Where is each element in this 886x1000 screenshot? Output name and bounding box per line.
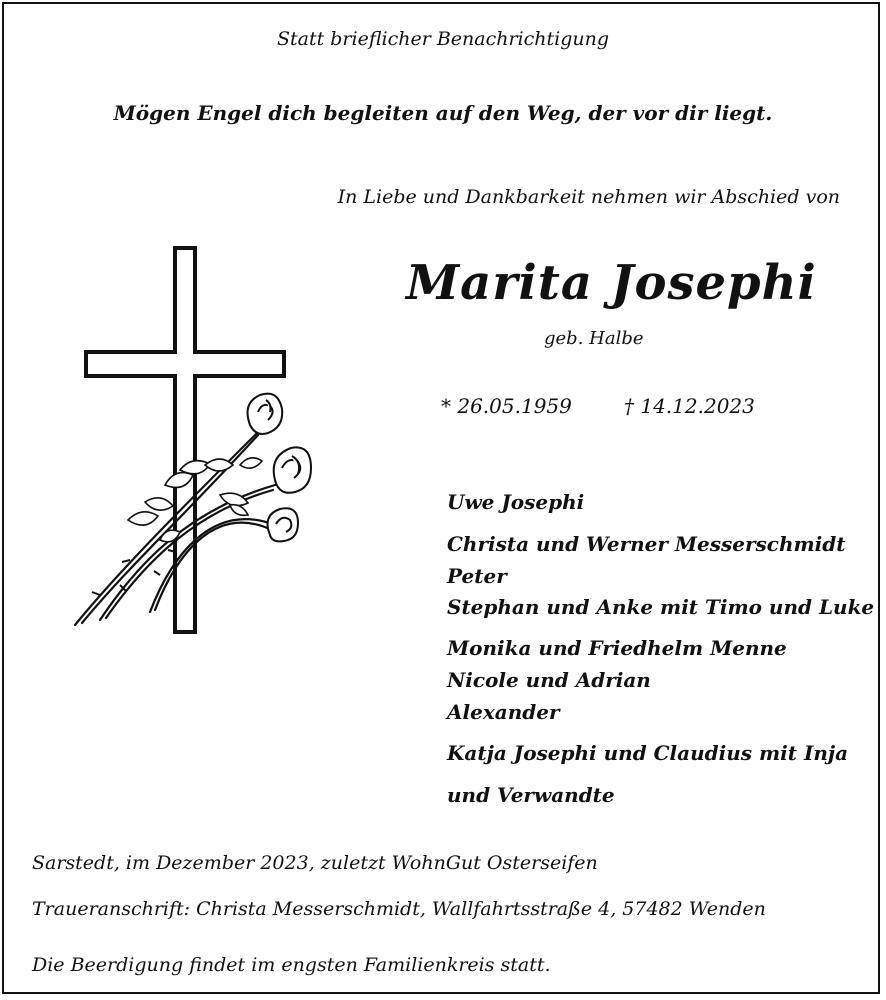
deceased-name: Marita Josephi <box>406 255 817 311</box>
notice-intro: In Liebe und Dankbarkeit nehmen wir Abschied von <box>337 186 840 208</box>
notice-header: Statt brieflicher Benachrichtigung <box>276 28 610 50</box>
place-date: Sarstedt, im Dezember 2023, zuletzt WohnGut Osterseifen <box>32 852 598 874</box>
family-line: und Verwandte <box>447 783 615 807</box>
death-date: † 14.12.2023 <box>624 394 755 418</box>
mourning-address: Traueranschrift: Christa Messerschmidt, Wallfahrtsstraße 4, 57482 Wenden <box>32 898 766 920</box>
funeral-note: Die Beerdigung findet im engsten Familienkreis statt. <box>32 954 551 976</box>
family-line: Monika und Friedhelm Menne <box>447 636 787 660</box>
family-line: Katja Josephi und Claudius mit Inja <box>447 741 849 765</box>
family-line: Alexander <box>447 700 560 724</box>
cross-with-roses-icon <box>60 240 330 640</box>
family-line: Nicole und Adrian <box>447 668 651 692</box>
notice-motto: Mögen Engel dich begleiten auf den Weg, der vor dir liegt. <box>113 101 773 125</box>
birth-date: * 26.05.1959 <box>441 394 572 418</box>
family-line: Uwe Josephi <box>447 490 585 514</box>
maiden-name: geb. Halbe <box>544 328 644 349</box>
family-line: Christa und Werner Messerschmidt <box>447 532 846 556</box>
family-line: Stephan und Anke mit Timo und Luke <box>447 595 875 619</box>
family-line: Peter <box>447 564 507 588</box>
